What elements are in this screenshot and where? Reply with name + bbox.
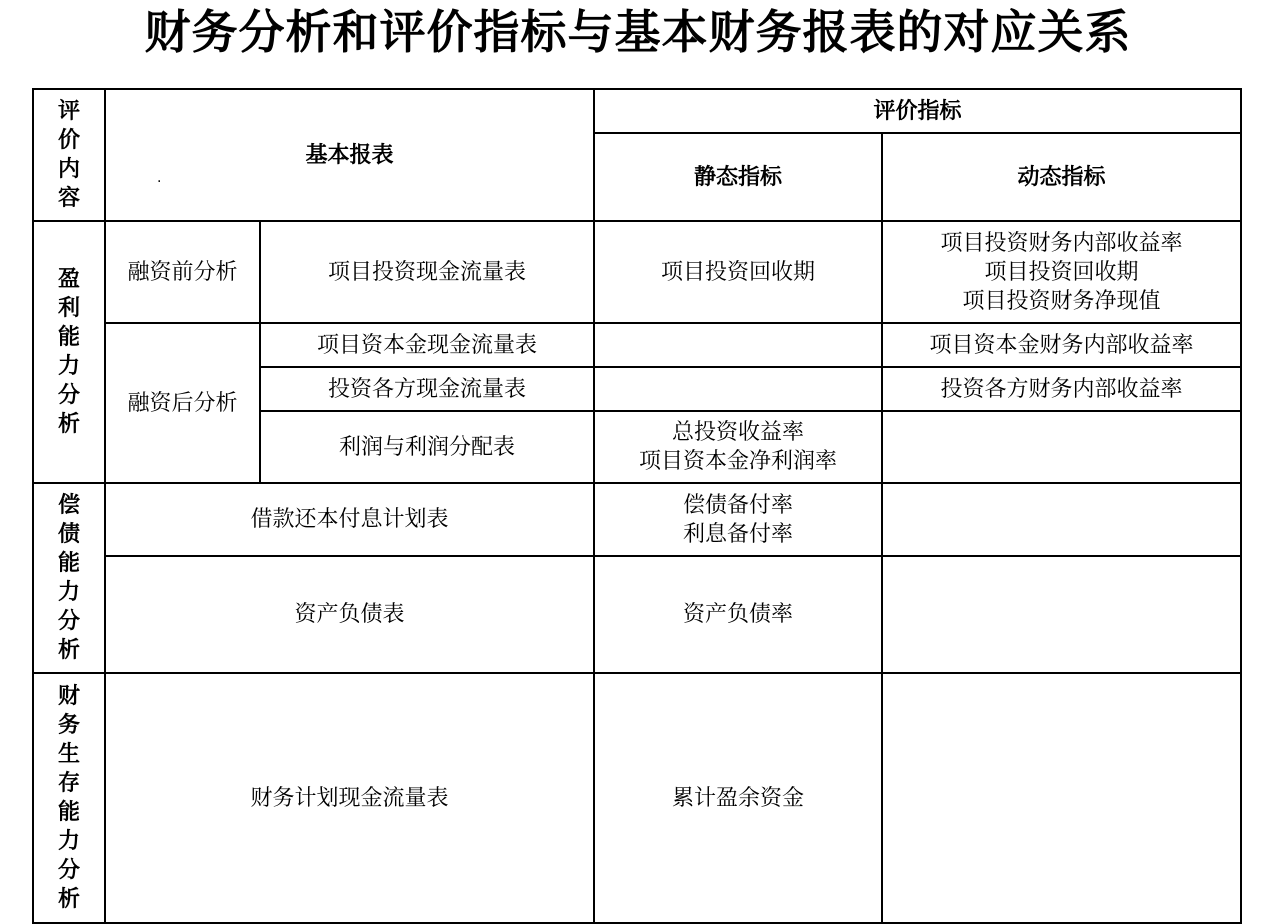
report-cell: 项目资本金现金流量表: [260, 323, 594, 367]
dynamic-indicator-cell: [882, 556, 1241, 673]
report-cell: 财务计划现金流量表: [105, 673, 594, 923]
static-indicator-cell: [594, 411, 882, 483]
category-profit-label: 盈利能力分析: [57, 267, 80, 437]
header-indicators-label: 评价指标: [873, 98, 962, 124]
page-title: 财务分析和评价指标与基本财务报表的对应关系: [144, 5, 1132, 59]
header-content-label: 评价内容: [57, 99, 80, 211]
indicator-item: 利息备付率: [683, 521, 794, 547]
category-profit-cell: [33, 221, 105, 483]
report-cell: 借款还本付息计划表: [105, 483, 594, 556]
indicator-item: 项目投资财务净现值: [962, 288, 1161, 314]
header-dynamic: [882, 133, 1241, 221]
report-cell: 投资各方现金流量表: [260, 367, 594, 411]
post-financing-label: 融资后分析: [105, 323, 260, 483]
dynamic-indicator-cell: [882, 323, 1241, 367]
dynamic-indicator-cell: [882, 411, 1241, 483]
header-dynamic-label: 动态指标: [1017, 164, 1106, 190]
pre-financing-label: 融资前分析: [105, 221, 260, 323]
stray-dot-mark: ·: [157, 174, 162, 190]
report-cell: 利润与利润分配表: [260, 411, 594, 483]
indicator-item: 项目资本金财务内部收益率: [929, 332, 1194, 358]
category-survival-label: 财务生存能力分析: [57, 684, 80, 912]
relation-table: [32, 88, 1242, 924]
static-indicator-cell: [594, 367, 882, 411]
table-row: [33, 556, 1241, 673]
table-row: [33, 323, 1241, 367]
header-static-label: 静态指标: [694, 164, 783, 190]
report-cell: 项目投资现金流量表: [260, 221, 594, 323]
table-row: [33, 221, 1241, 323]
dynamic-indicator-cell: [882, 367, 1241, 411]
indicator-item: 项目资本金净利润率: [639, 449, 838, 474]
static-indicator-cell: [594, 556, 882, 673]
indicator-item: 偿债备付率: [683, 492, 794, 518]
header-indicators: [594, 89, 1241, 133]
header-static: [594, 133, 882, 221]
indicator-item: 投资各方财务内部收益率: [940, 376, 1183, 402]
category-debt-cell: [33, 483, 105, 673]
indicator-item: 资产负债率: [683, 602, 794, 627]
header-row-1: [33, 89, 1241, 133]
indicator-item: 项目投资财务内部收益率: [940, 230, 1183, 256]
category-debt-label: 偿债能力分析: [57, 493, 80, 663]
header-basic-reports: [105, 89, 594, 221]
dynamic-indicator-cell: [882, 483, 1241, 556]
static-indicator-cell: 累计盈余资金: [594, 673, 882, 923]
static-indicator-cell: [594, 483, 882, 556]
header-content-cell: [33, 89, 105, 221]
static-indicator-cell: [594, 323, 882, 367]
indicator-item: 项目投资回收期: [984, 259, 1139, 285]
table-row: [33, 673, 1241, 923]
static-indicator-cell: 项目投资回收期: [594, 221, 882, 323]
indicator-item: 总投资收益率: [672, 420, 805, 445]
report-cell: 资产负债表: [105, 556, 594, 673]
table-row: [33, 483, 1241, 556]
dynamic-indicator-cell: [882, 673, 1241, 923]
header-basic-reports-label: 基本报表: [305, 142, 394, 168]
category-survival-cell: [33, 673, 105, 923]
dynamic-indicator-cell: [882, 221, 1241, 323]
